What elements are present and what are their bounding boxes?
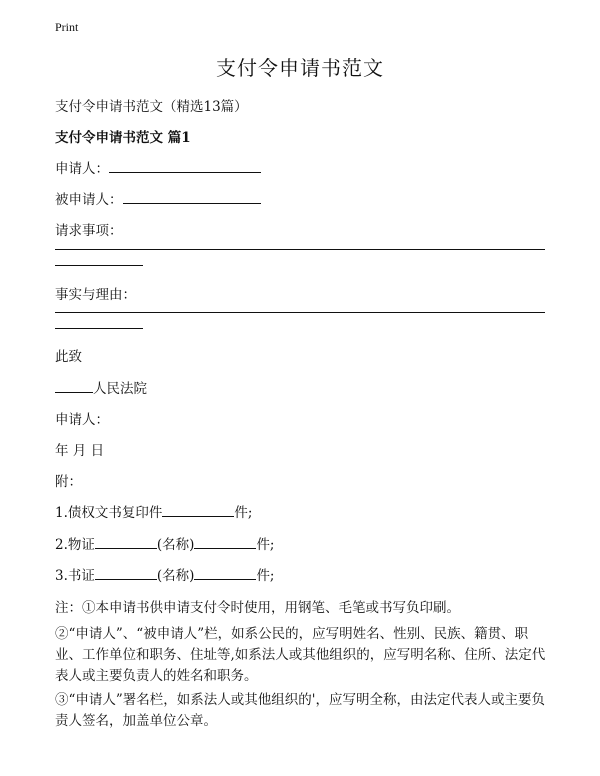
attachment-3-mid: (名称) [156, 568, 195, 584]
attachment-3-blank-1 [95, 565, 157, 580]
court-row [55, 377, 147, 397]
attach-label: 附： [55, 474, 82, 490]
applicant-blank [109, 158, 261, 173]
applicant-row [55, 157, 261, 177]
court-blank [55, 378, 93, 393]
page-title: 支付令申请书范文 [216, 56, 384, 80]
attachment-3-suffix: 件; [256, 568, 275, 584]
section-heading: 支付令申请书范文 篇1 [55, 130, 191, 146]
attachment-2-blank-1 [95, 534, 157, 549]
facts-line-1 [55, 312, 545, 313]
respondent-row [55, 188, 261, 208]
attachment-2-prefix: 2.物证 [55, 537, 95, 553]
attachment-3 [55, 564, 275, 584]
note-2: ②“申请人”、“被申请人”栏，如系公民的，应写明姓名、性别、民族、籍贯、职业、工作单位和职务、住址等,如系法人或其他组织的，应写明名称、住所、法定代表人或主要负责人的姓名和职务。 [55, 626, 546, 684]
claims-line-1 [55, 249, 545, 250]
subtitle: 支付令申请书范文（精选13篇） [55, 99, 248, 115]
attachment-3-prefix: 3.书证 [55, 568, 95, 584]
to-label: 此致 [55, 349, 82, 365]
attachment-1-prefix: 1.债权文书复印件 [55, 505, 163, 521]
attachment-2-mid: (名称) [156, 537, 195, 553]
claims-label: 请求事项： [55, 223, 123, 239]
attachment-1 [55, 501, 252, 521]
note-1: 注：①本申请书供申请支付令时使用，用钢笔、毛笔或书写负印刷。 [55, 600, 460, 616]
respondent-blank [123, 189, 261, 204]
attachment-2 [55, 533, 275, 553]
respondent-label: 被申请人： [55, 192, 123, 208]
attachment-3-blank-2 [194, 565, 256, 580]
applicant-label: 申请人： [55, 161, 109, 177]
date-label: 年 月 日 [55, 443, 105, 459]
claims-line-2 [55, 265, 143, 266]
court-suffix: 人民法院 [93, 381, 147, 397]
attachment-2-blank-2 [194, 534, 256, 549]
facts-line-2 [55, 328, 143, 329]
attachment-1-suffix: 件; [234, 505, 253, 521]
attachment-2-suffix: 件; [256, 537, 275, 553]
print-label: Print [55, 20, 79, 34]
sign-applicant: 申请人： [55, 412, 109, 428]
facts-label: 事实与理由： [55, 287, 136, 303]
attachment-1-blank [162, 502, 234, 517]
note-3: ③“申请人”署名栏，如系法人或其他组织的'，应写明全称，由法定代表人或主要负责人签名，加盖单位公章。 [55, 692, 546, 729]
